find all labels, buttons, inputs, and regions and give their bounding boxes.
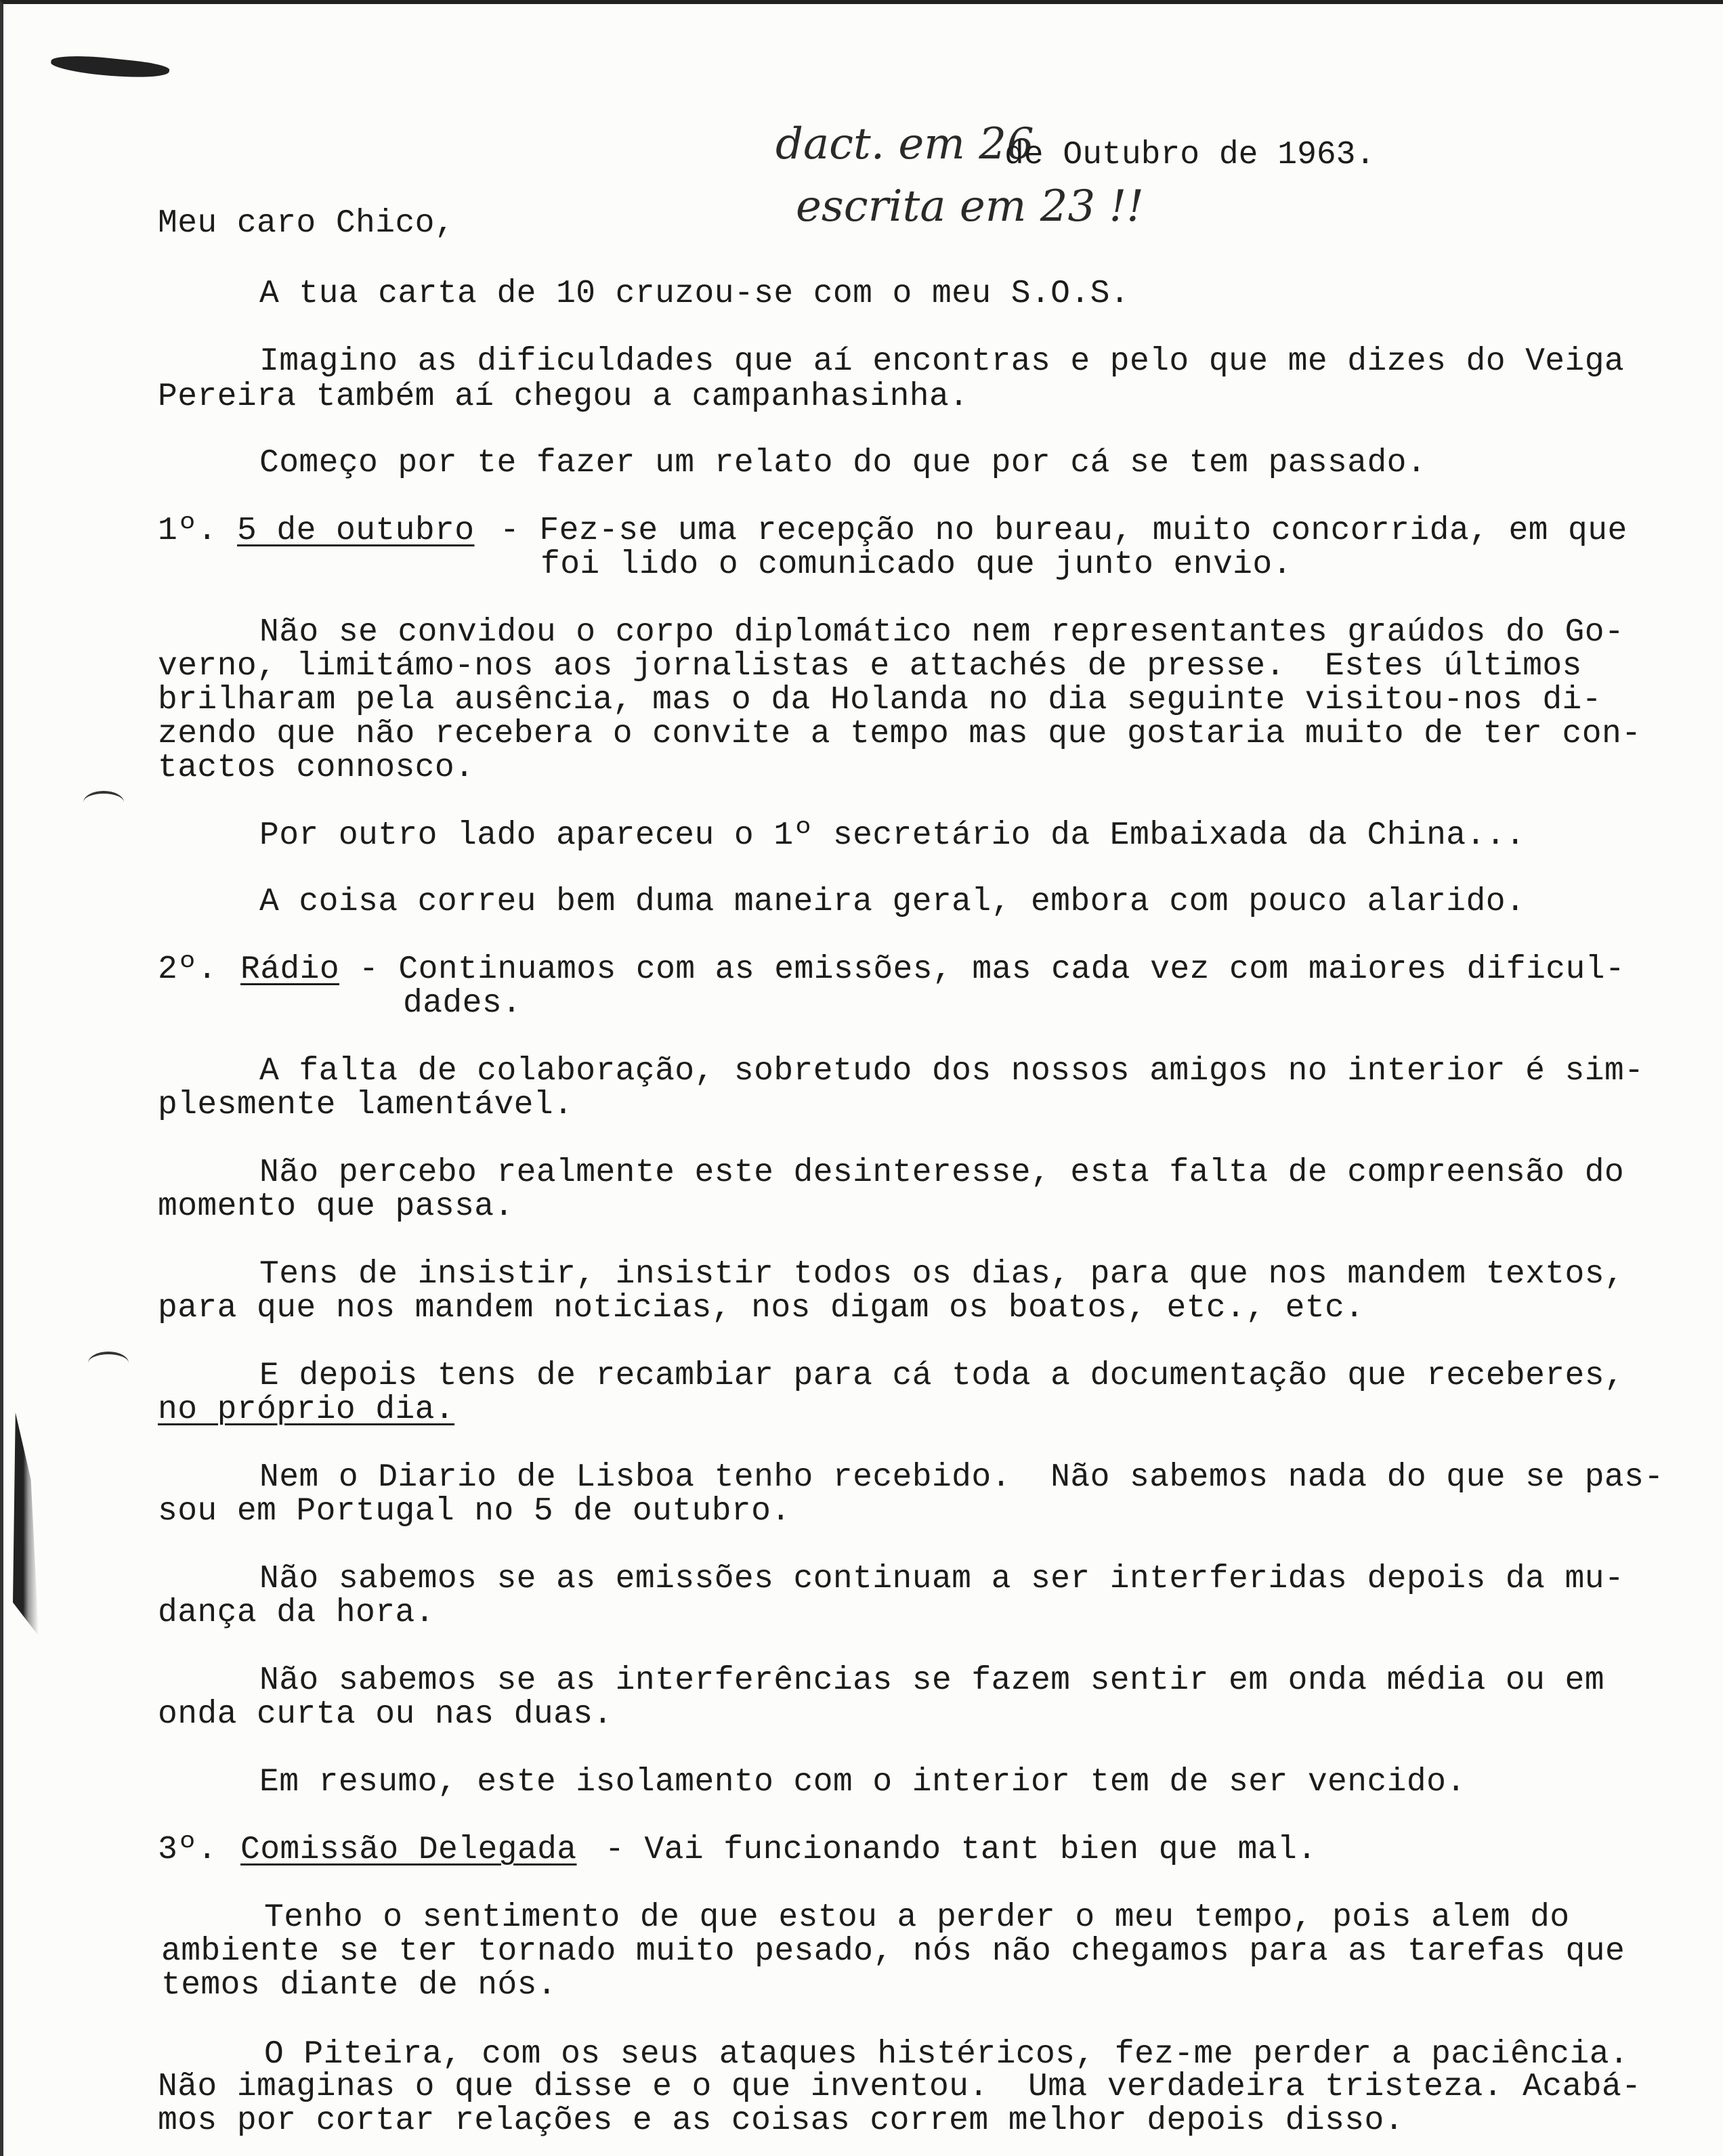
paragraph-line: Tens de insistir, insistir todos os dias, para que nos mandem textos,	[259, 1256, 1625, 1293]
salutation: Meu caro Chico,	[158, 205, 455, 242]
paragraph-line: - Continuamos com as emissões, mas cada vez com maiores dificul-	[359, 951, 1625, 988]
paragraph-line: E depois tens de recambiar para cá toda a documentação que receberes,	[259, 1358, 1625, 1394]
paragraph-line: - Fez-se uma recepção no bureau, muito concorrida, em que	[500, 513, 1628, 549]
paragraph-line: A coisa correu bem duma maneira geral, embora com pouco alarido.	[259, 884, 1526, 920]
section-heading-comissao-delegada: Comissão Delegada	[240, 1832, 577, 1868]
paragraph-line: Não percebo realmente este desinteresse, esta falta de compreensão do	[259, 1155, 1625, 1191]
paragraph-line: A falta de colaboração, sobretudo dos nossos amigos no interior é sim-	[259, 1053, 1644, 1090]
paragraph-line: verno, limitámo-nos aos jornalistas e attachés de presse. Estes últimos	[158, 648, 1582, 685]
section-number: 3º.	[158, 1832, 217, 1868]
handwritten-note-dact: dact. em 26	[775, 119, 1034, 169]
paragraph-line: dança da hora.	[158, 1595, 435, 1631]
paragraph-line: momento que passa.	[158, 1188, 514, 1225]
margin-mark	[83, 791, 124, 814]
paragraph-line: Nem o Diario de Lisboa tenho recebido. Não sabemos nada do que se pas-	[259, 1459, 1664, 1496]
paragraph-line: dades.	[403, 985, 522, 1022]
paragraph-line: Tenho o sentimento de que estou a perder o meu tempo, pois alem do	[264, 1899, 1570, 1936]
paragraph-line: onda curta ou nas duas.	[158, 1696, 613, 1733]
paragraph-line: A tua carta de 10 cruzou-se com o meu S.O.S.	[259, 276, 1130, 312]
handwritten-note-escrita: escrita em 23 !!	[796, 181, 1144, 232]
paragraph-line: para que nos mandem noticias, nos digam os boatos, etc., etc.	[158, 1290, 1365, 1327]
paragraph-line: zendo que não recebera o convite a tempo mas que gostaria muito de ter con-	[158, 716, 1642, 752]
paragraph-line: temos diante de nós.	[161, 1967, 557, 2004]
paragraph-line: Começo por te fazer um relato do que por cá se tem passado.	[259, 445, 1427, 481]
paragraph-line: mos por cortar relações e as coisas correm melhor depois disso.	[158, 2103, 1404, 2139]
paragraph-line: Em resumo, este isolamento com o interior tem de ser vencido.	[259, 1764, 1466, 1801]
section-number: 1º.	[158, 513, 217, 549]
paragraph-line-underlined: no próprio dia.	[158, 1392, 455, 1428]
paragraph-line: Imagino as dificuldades que aí encontras e pelo que me dizes do Veiga	[259, 343, 1625, 380]
paragraph-line: plesmente lamentável.	[158, 1087, 574, 1123]
paragraph-line: Não se convidou o corpo diplomático nem representantes graúdos do Go-	[259, 614, 1625, 651]
paragraph-line: tactos connosco.	[158, 750, 475, 786]
ink-smudge	[50, 52, 170, 82]
section-number: 2º.	[158, 951, 217, 988]
paragraph-line: brilharam pela ausência, mas o da Holanda no dia seguinte visitou-nos di-	[158, 682, 1602, 718]
section-heading-5-outubro: 5 de outubro	[237, 513, 475, 549]
paragraph-line: foi lido o comunicado que junto envio.	[540, 546, 1292, 583]
paragraph-line: sou em Portugal no 5 de outubro.	[158, 1493, 791, 1530]
paragraph-line: Pereira também aí chegou a campanhasinha.	[158, 379, 969, 415]
paragraph-line: - Vai funcionando tant bien que mal.	[605, 1832, 1317, 1868]
margin-mark	[88, 1352, 129, 1375]
paragraph-line: Por outro lado apareceu o 1º secretário da Embaixada da China...	[259, 817, 1526, 854]
binding-shadow	[13, 1413, 39, 1636]
paragraph-line: O Piteira, com os seus ataques histéricos, fez-me perder a paciência.	[264, 2036, 1630, 2073]
paragraph-line: ambiente se ter tornado muito pesado, nós não chegamos para as tarefas que	[161, 1933, 1625, 1970]
paragraph-line: Não sabemos se as interferências se fazem sentir em onda média ou em	[259, 1662, 1604, 1699]
paragraph-line: Não imaginas o que disse e o que inventou. Uma verdadeira tristeza. Acabá-	[158, 2069, 1642, 2105]
section-heading-radio: Rádio	[240, 951, 340, 988]
letter-date: de Outubro de 1963.	[1004, 137, 1376, 173]
paragraph-line: Não sabemos se as emissões continuam a ser interferidas depois da mu-	[259, 1561, 1625, 1597]
